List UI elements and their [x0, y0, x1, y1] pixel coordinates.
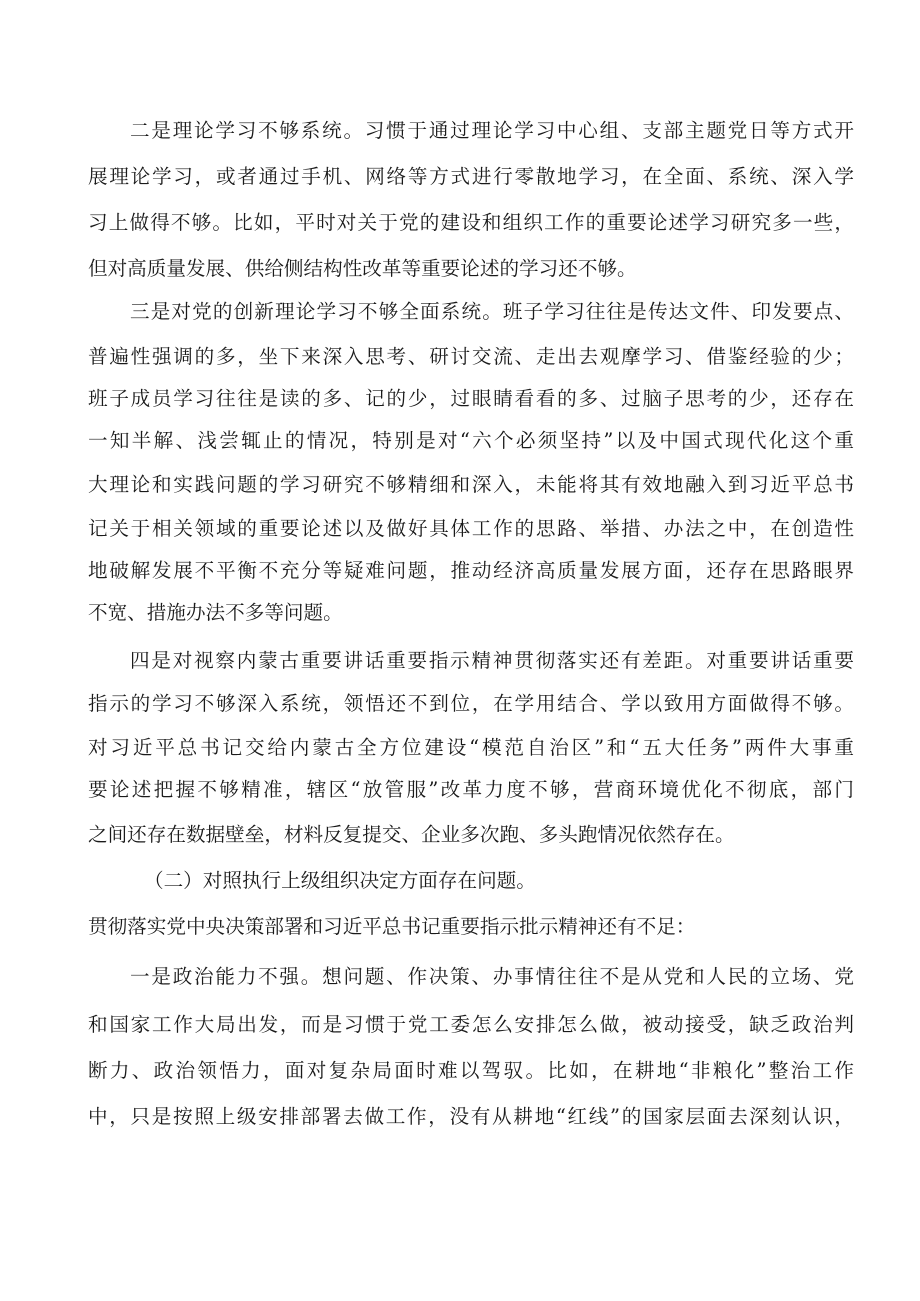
text-line: 和国家工作大局出发，而是习惯于党工委怎么安排怎么做，被动接受，缺乏政治判 [88, 1013, 854, 1036]
text-line: 班子成员学习往往是读的多、记的少，过眼睛看看的多、过脑子思考的少，还存在 [88, 387, 854, 410]
text-line: 习上做得不够。比如，平时对关于党的建设和组织工作的重要论述学习研究多一些， [88, 211, 854, 234]
text-line: 三是对党的创新理论学习不够全面系统。班子学习往往是传达文件、印发要点、 [130, 300, 854, 323]
text-line: 但对高质量发展、供给侧结构性改革等重要论述的学习还不够。 [88, 257, 637, 280]
text-line: 地破解发展不平衡不充分等疑难问题，推动经济高质量发展方面，还存在思路眼界 [88, 559, 854, 582]
text-line: 对习近平总书记交给内蒙古全方位建设“模范自治区”和“五大任务”两件大事重 [88, 736, 854, 759]
text-line: 贯彻落实党中央决策部署和习近平总书记重要指示批示精神还有不足： [88, 915, 696, 938]
text-line: 中，只是按照上级安排部署去做工作，没有从耕地“红线”的国家层面去深刻认识， [88, 1105, 854, 1128]
text-line: 一是政治能力不强。想问题、作决策、办事情往往不是从党和人民的立场、党 [130, 965, 854, 988]
text-line: 大理论和实践问题的学习研究不够精细和深入，未能将其有效地融入到习近平总书 [88, 473, 854, 496]
text-line: 一知半解、浅尝辄止的情况，特别是对“六个必须坚持”以及中国式现代化这个重 [88, 429, 854, 452]
text-line: 断力、政治领悟力，面对复杂局面时难以驾驭。比如，在耕地“非粮化”整治工作 [88, 1059, 854, 1082]
text-line: 二是理论学习不够系统。习惯于通过理论学习中心组、支部主题党日等方式开 [130, 119, 854, 142]
text-line: 不宽、措施办法不多等问题。 [88, 601, 343, 624]
text-line: 展理论学习，或者通过手机、网络等方式进行零散地学习，在全面、系统、深入学 [88, 165, 854, 188]
text-line: 之间还存在数据壁垒，材料反复提交、企业多次跑、多头跑情况依然存在。 [88, 823, 735, 846]
text-line: 指示的学习不够深入系统，领悟还不到位，在学用结合、学以致用方面做得不够。 [88, 692, 854, 715]
text-line: 记关于相关领域的重要论述以及做好具体工作的思路、举措、办法之中，在创造性 [88, 517, 854, 540]
text-line: 要论述把握不够精准，辖区“放管服”改革力度不够，营商环境优化不彻底，部门 [88, 778, 854, 801]
section-heading: （二）对照执行上级组织决定方面存在问题。 [144, 869, 536, 892]
text-line: 四是对视察内蒙古重要讲话重要指示精神贯彻落实还有差距。对重要讲话重要 [130, 649, 854, 672]
text-line: 普遍性强调的多，坐下来深入思考、研讨交流、走出去观摩学习、借鉴经验的少； [88, 345, 854, 368]
